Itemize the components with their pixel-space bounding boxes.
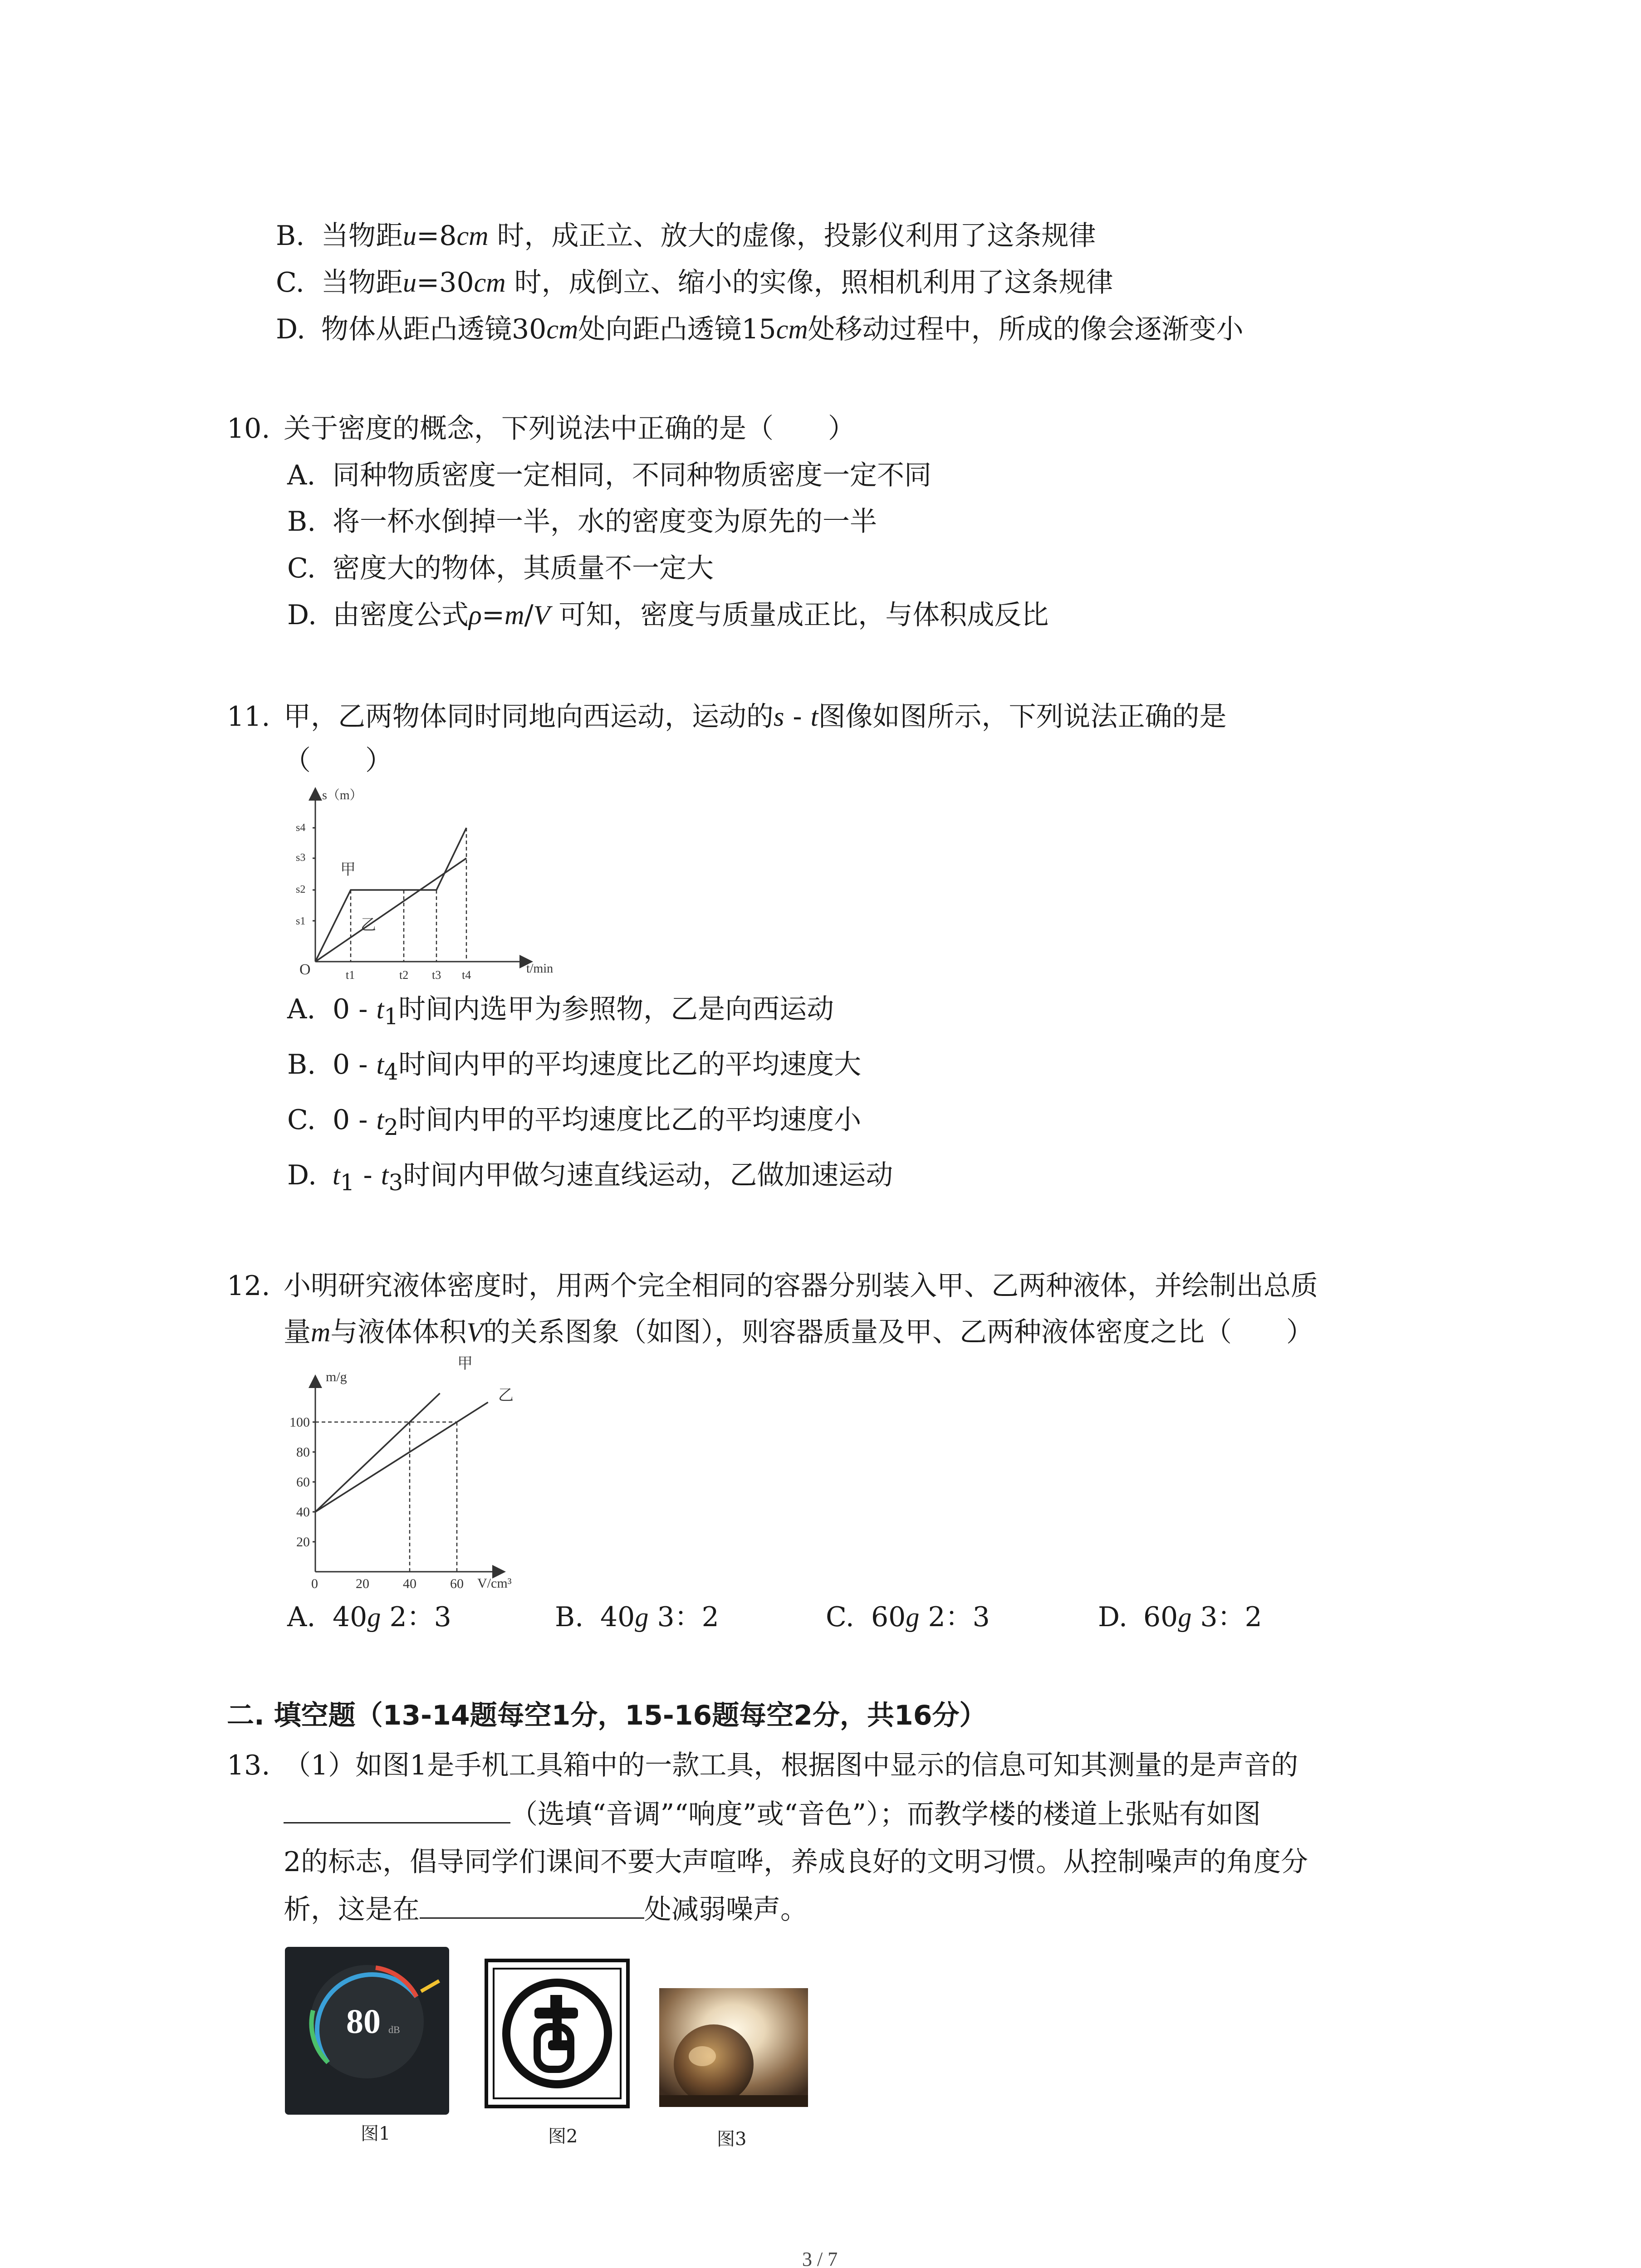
meter-value: 80 [346,2003,381,2041]
q9-option-c: C. 当物距u=30cm 时，成倒立、缩小的实像，照相机利用了这条规律 [276,267,1113,298]
q11-x-tick-t4: t4 [462,968,471,982]
q11-series-jia [315,828,466,962]
q13-line1: 13. （1）如图1是手机工具箱中的一款工具，根据图中显示的信息可知其测量的是声音的 [227,1750,1298,1781]
bubble-highlight [689,2046,716,2066]
q10-option-b: B. 将一杯水倒掉一半，水的密度变为原先的一半 [287,506,877,538]
q11-stem: 11. 甲，乙两物体同时同地向西运动，运动的s - t图像如图所示，下列说法正确的是 [227,701,1227,733]
q12-option-c: C. 60g 2：3 [826,1601,990,1633]
q12-series-yi [315,1402,488,1512]
q11-x-tick-t2: t2 [399,968,409,982]
figure-2-caption: 图2 [548,2126,578,2147]
q12-y-tick-80: 80 [296,1445,310,1460]
q12-x-tick-20: 20 [356,1576,369,1591]
q12-y-tick-60: 60 [296,1475,310,1490]
section-heading-fill-in: 二. 填空题（13-14题每空1分，15-16题每空2分，共16分） [227,1700,987,1731]
q12-option-d: D. 60g 3：2 [1098,1601,1262,1633]
q12-y-tick-40: 40 [296,1505,310,1520]
q11-x-axis-label: t/min [526,962,554,976]
q12-series-jia [315,1393,440,1512]
frozen-bubble [674,2024,754,2104]
q12-label-yi: 乙 [498,1387,514,1404]
q11-y-tick-s3: s3 [296,852,306,864]
q12-option-a: A. 40g 2：3 [287,1601,451,1633]
q12-stem-line2: 量m与液体体积V的关系图象（如图），则容器质量及甲、乙两种液体密度之比（ ） [284,1316,1313,1348]
q12-mass-volume-graph [272,1354,554,1599]
q11-x-tick-t3: t3 [432,968,441,982]
q11-x-tick-t1: t1 [346,968,355,982]
q10-stem: 10. 关于密度的概念，下列说法中正确的是（ ） [227,413,855,445]
q9-option-b: B. 当物距u=8cm 时，成正立、放大的虚像，投影仪利用了这条规律 [276,220,1096,252]
q11-y-tick-s2: s2 [296,884,306,895]
q11-label-yi: 乙 [361,917,376,934]
meter-unit: dB [388,2024,400,2035]
q11-option-c: C. $0 - t_2$时间内甲的平均速度比乙的平均速度小 [287,1104,862,1140]
q11-option-a: A. $0 - t_1$时间内选甲为参照物，乙是向西运动 [287,993,834,1030]
q11-y-axis-label: s（m） [322,788,362,802]
q13-blank-1[interactable] [284,1813,510,1823]
q11-st-graph [272,780,572,989]
q12-label-jia: 甲 [457,1355,473,1372]
q13-blank-2[interactable] [420,1908,644,1919]
q12-x-tick-40: 40 [403,1576,416,1591]
q11-series-yi [315,858,466,962]
q11-y-tick-s1: s1 [296,915,306,927]
figure-1-sound-meter [285,1947,449,2115]
q11-option-d: D. $t_1 - t_3$时间内甲做匀速直线运动，乙做加速运动 [287,1159,893,1196]
q12-stem-line1: 12. 小明研究液体密度时，用两个完全相同的容器分别装入甲、乙两种液体，并绘制出总质 [227,1270,1318,1302]
page-number: 3 / 7 [802,2248,838,2268]
q9-option-d: D. 物体从距凸透镜30cm处向距凸透镜15cm处移动过程中，所成的像会逐渐变小 [276,313,1244,345]
q10-option-d: D. 由密度公式ρ=m/V 可知，密度与质量成正比，与体积成反比 [287,599,1049,631]
figure-2-quiet-sign [485,1959,630,2108]
q11-origin-label: O [299,961,311,978]
q10-option-c: C. 密度大的物体，其质量不一定大 [287,552,714,584]
q10-option-a: A. 同种物质密度一定相同，不同种物质密度一定不同 [287,459,931,491]
q12-origin-label: 0 [311,1576,318,1591]
q12-y-tick-20: 20 [296,1535,310,1549]
q13-line2: （选填“音调”“响度”或“音色”）；而教学楼的楼道上张贴有如图 [284,1796,1261,1833]
q11-y-tick-s4: s4 [296,822,306,834]
figure-3-frozen-bubble-photo [659,1988,808,2107]
q12-y-tick-100: 100 [289,1415,310,1430]
q11-label-jia: 甲 [340,861,356,878]
q11-option-b: B. $0 - t_4$时间内甲的平均速度比乙的平均速度大 [287,1049,862,1085]
figure-1-caption: 图1 [361,2123,391,2144]
q12-x-tick-60: 60 [450,1576,464,1591]
q11-bracket: （ ） [284,745,392,777]
q13-line3: 2的标志，倡导同学们课间不要大声喧哗，养成良好的文明习惯。从控制噪声的角度分 [284,1846,1308,1878]
q12-option-b: B. 40g 3：2 [555,1601,719,1633]
q12-x-axis-label: V/cm³ [477,1576,512,1591]
figure-3-caption: 图3 [717,2129,747,2150]
q12-y-axis-label: m/g [326,1369,347,1384]
q13-line4: 析，这是在 处减弱噪声。 [284,1894,808,1926]
